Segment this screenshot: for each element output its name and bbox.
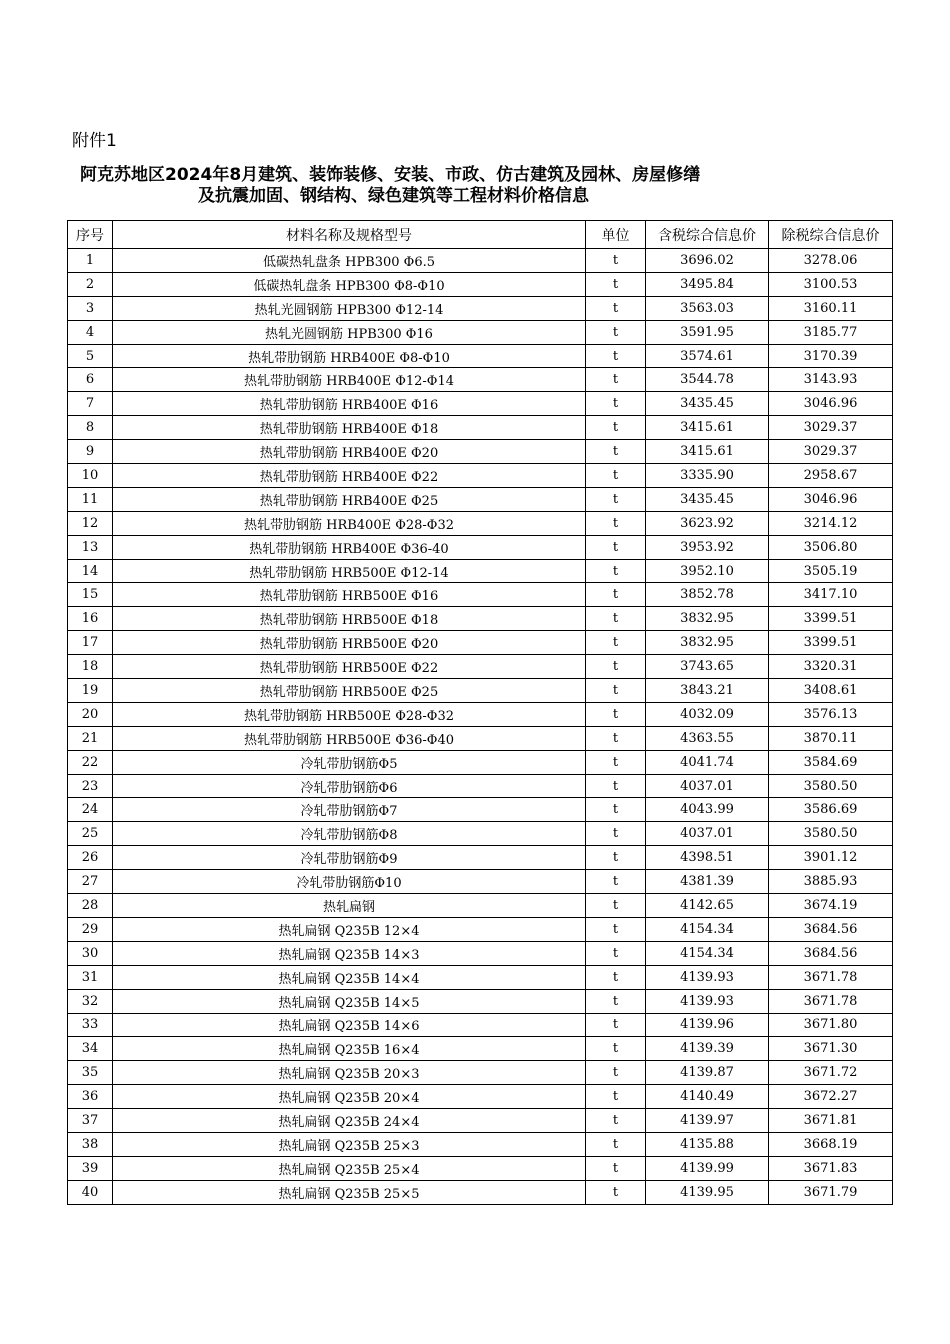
cell-price-with-tax: 4041.74 [646,750,769,774]
cell-unit: t [586,1037,646,1061]
cell-price-without-tax: 3901.12 [769,846,893,870]
cell-unit: t [586,416,646,440]
cell-material-name: 热轧带肋钢筋 HRB500E Φ22 [113,655,586,679]
cell-price-without-tax: 3100.53 [769,272,893,296]
cell-material-name: 热轧光圆钢筋 HPB300 Φ12-14 [113,296,586,320]
cell-material-name: 低碳热轧盘条 HPB300 Φ8-Φ10 [113,272,586,296]
cell-unit: t [586,702,646,726]
cell-index: 34 [68,1037,113,1061]
cell-price-with-tax: 4363.55 [646,726,769,750]
table-row [68,1037,893,1061]
cell-price-with-tax: 3435.45 [646,487,769,511]
cell-index: 21 [68,726,113,750]
table-row [68,750,893,774]
header-index: 序号 [68,221,113,249]
cell-price-without-tax: 3671.83 [769,1156,893,1180]
cell-material-name: 热轧带肋钢筋 HRB400E Φ25 [113,487,586,511]
cell-price-without-tax: 3170.39 [769,344,893,368]
table-row [68,917,893,941]
cell-material-name: 热轧带肋钢筋 HRB400E Φ36-40 [113,535,586,559]
cell-unit: t [586,894,646,918]
cell-unit: t [586,320,646,344]
cell-unit: t [586,392,646,416]
cell-unit: t [586,798,646,822]
table-row [68,1061,893,1085]
cell-index: 27 [68,870,113,894]
cell-unit: t [586,679,646,703]
cell-price-without-tax: 3684.56 [769,917,893,941]
cell-index: 5 [68,344,113,368]
cell-price-with-tax: 3832.95 [646,631,769,655]
cell-price-without-tax: 3671.78 [769,989,893,1013]
cell-material-name: 热轧扁钢 Q235B 14×6 [113,1013,586,1037]
table-row [68,1085,893,1109]
cell-material-name: 热轧带肋钢筋 HRB400E Φ12-Φ14 [113,368,586,392]
cell-price-without-tax: 3506.80 [769,535,893,559]
cell-index: 31 [68,965,113,989]
cell-price-without-tax: 3214.12 [769,511,893,535]
cell-material-name: 热轧带肋钢筋 HRB500E Φ36-Φ40 [113,726,586,750]
cell-unit: t [586,655,646,679]
cell-price-with-tax: 3591.95 [646,320,769,344]
cell-index: 30 [68,941,113,965]
attachment-label: 附件1 [72,131,117,151]
table-row [68,655,893,679]
table-row [68,416,893,440]
cell-index: 18 [68,655,113,679]
cell-material-name: 热轧光圆钢筋 HPB300 Φ16 [113,320,586,344]
table-row [68,559,893,583]
cell-price-with-tax: 4037.01 [646,822,769,846]
cell-price-without-tax: 3671.30 [769,1037,893,1061]
cell-material-name: 热轧带肋钢筋 HRB500E Φ25 [113,679,586,703]
table-row [68,1156,893,1180]
cell-material-name: 冷轧带肋钢筋Φ5 [113,750,586,774]
cell-price-with-tax: 4139.93 [646,989,769,1013]
table-row [68,702,893,726]
cell-index: 26 [68,846,113,870]
cell-index: 6 [68,368,113,392]
cell-price-without-tax: 3160.11 [769,296,893,320]
cell-price-with-tax: 3495.84 [646,272,769,296]
cell-material-name: 热轧带肋钢筋 HRB400E Φ22 [113,464,586,488]
cell-index: 17 [68,631,113,655]
cell-unit: t [586,249,646,273]
table-row [68,607,893,631]
cell-unit: t [586,607,646,631]
cell-price-without-tax: 2958.67 [769,464,893,488]
cell-material-name: 热轧扁钢 Q235B 12×4 [113,917,586,941]
cell-price-with-tax: 4154.34 [646,917,769,941]
table-row [68,941,893,965]
cell-material-name: 热轧扁钢 Q235B 14×5 [113,989,586,1013]
cell-material-name: 热轧带肋钢筋 HRB400E Φ8-Φ10 [113,344,586,368]
cell-material-name: 热轧扁钢 Q235B 25×4 [113,1156,586,1180]
cell-price-with-tax: 4139.97 [646,1109,769,1133]
cell-unit: t [586,272,646,296]
table-body [68,249,893,1205]
cell-price-without-tax: 3399.51 [769,607,893,631]
cell-index: 22 [68,750,113,774]
cell-price-without-tax: 3505.19 [769,559,893,583]
cell-price-without-tax: 3029.37 [769,416,893,440]
table-row [68,679,893,703]
cell-index: 11 [68,487,113,511]
table-row [68,822,893,846]
cell-price-without-tax: 3046.96 [769,392,893,416]
document-title [60,165,820,207]
cell-unit: t [586,440,646,464]
table-row [68,870,893,894]
cell-price-with-tax: 4142.65 [646,894,769,918]
cell-price-with-tax: 3335.90 [646,464,769,488]
cell-price-with-tax: 4135.88 [646,1132,769,1156]
cell-material-name: 热轧扁钢 [113,894,586,918]
cell-index: 24 [68,798,113,822]
cell-index: 25 [68,822,113,846]
cell-material-name: 热轧扁钢 Q235B 14×4 [113,965,586,989]
cell-material-name: 冷轧带肋钢筋Φ6 [113,774,586,798]
cell-unit: t [586,1109,646,1133]
cell-material-name: 热轧带肋钢筋 HRB400E Φ20 [113,440,586,464]
cell-price-without-tax: 3671.72 [769,1061,893,1085]
cell-index: 10 [68,464,113,488]
cell-unit: t [586,870,646,894]
table-row [68,392,893,416]
header-price-with-tax: 含税综合信息价 [646,221,769,249]
cell-unit: t [586,822,646,846]
cell-unit: t [586,846,646,870]
table-row [68,272,893,296]
cell-price-with-tax: 4043.99 [646,798,769,822]
cell-price-without-tax: 3885.93 [769,870,893,894]
cell-material-name: 热轧带肋钢筋 HRB400E Φ16 [113,392,586,416]
table-header-row [68,221,893,249]
cell-price-with-tax: 3843.21 [646,679,769,703]
cell-material-name: 热轧带肋钢筋 HRB500E Φ12-14 [113,559,586,583]
cell-unit: t [586,1180,646,1204]
cell-price-with-tax: 3952.10 [646,559,769,583]
table-row [68,894,893,918]
cell-unit: t [586,1156,646,1180]
table-row [68,1109,893,1133]
cell-index: 9 [68,440,113,464]
cell-material-name: 热轧带肋钢筋 HRB500E Φ16 [113,583,586,607]
cell-unit: t [586,1132,646,1156]
cell-price-without-tax: 3408.61 [769,679,893,703]
cell-price-with-tax: 3743.65 [646,655,769,679]
cell-index: 28 [68,894,113,918]
cell-index: 29 [68,917,113,941]
cell-unit: t [586,296,646,320]
cell-price-with-tax: 3435.45 [646,392,769,416]
cell-price-without-tax: 3576.13 [769,702,893,726]
cell-material-name: 冷轧带肋钢筋Φ8 [113,822,586,846]
cell-unit: t [586,941,646,965]
table-row [68,1013,893,1037]
cell-index: 15 [68,583,113,607]
table-row [68,798,893,822]
table-row [68,1180,893,1204]
cell-unit: t [586,774,646,798]
cell-price-with-tax: 4154.34 [646,941,769,965]
cell-price-without-tax: 3674.19 [769,894,893,918]
cell-price-without-tax: 3029.37 [769,440,893,464]
cell-unit: t [586,368,646,392]
cell-price-without-tax: 3671.79 [769,1180,893,1204]
cell-price-without-tax: 3584.69 [769,750,893,774]
cell-price-with-tax: 4381.39 [646,870,769,894]
cell-index: 36 [68,1085,113,1109]
table-row [68,296,893,320]
cell-unit: t [586,511,646,535]
price-table [67,220,893,1205]
cell-material-name: 冷轧带肋钢筋Φ7 [113,798,586,822]
cell-index: 38 [68,1132,113,1156]
cell-material-name: 热轧带肋钢筋 HRB400E Φ18 [113,416,586,440]
cell-index: 12 [68,511,113,535]
cell-index: 14 [68,559,113,583]
cell-price-without-tax: 3684.56 [769,941,893,965]
table-row [68,511,893,535]
table-row [68,320,893,344]
cell-material-name: 热轧带肋钢筋 HRB400E Φ28-Φ32 [113,511,586,535]
table-row [68,440,893,464]
cell-price-with-tax: 3415.61 [646,416,769,440]
cell-unit: t [586,631,646,655]
table-row [68,535,893,559]
header-unit: 单位 [586,221,646,249]
cell-index: 23 [68,774,113,798]
cell-price-without-tax: 3417.10 [769,583,893,607]
cell-price-with-tax: 4139.95 [646,1180,769,1204]
cell-price-with-tax: 4139.93 [646,965,769,989]
cell-price-with-tax: 3574.61 [646,344,769,368]
cell-price-without-tax: 3278.06 [769,249,893,273]
table-row [68,583,893,607]
header-material-name: 材料名称及规格型号 [113,221,586,249]
cell-price-with-tax: 3852.78 [646,583,769,607]
cell-price-without-tax: 3399.51 [769,631,893,655]
cell-material-name: 热轧扁钢 Q235B 25×5 [113,1180,586,1204]
cell-unit: t [586,464,646,488]
cell-price-with-tax: 4398.51 [646,846,769,870]
cell-price-with-tax: 4139.87 [646,1061,769,1085]
cell-unit: t [586,344,646,368]
table-row [68,249,893,273]
table-row [68,989,893,1013]
cell-price-without-tax: 3668.19 [769,1132,893,1156]
cell-index: 19 [68,679,113,703]
cell-price-without-tax: 3580.50 [769,822,893,846]
cell-index: 32 [68,989,113,1013]
cell-index: 37 [68,1109,113,1133]
cell-price-with-tax: 3563.03 [646,296,769,320]
table-row [68,846,893,870]
cell-price-with-tax: 3544.78 [646,368,769,392]
cell-index: 4 [68,320,113,344]
cell-index: 35 [68,1061,113,1085]
cell-price-without-tax: 3671.81 [769,1109,893,1133]
cell-unit: t [586,917,646,941]
cell-unit: t [586,583,646,607]
cell-unit: t [586,559,646,583]
cell-price-with-tax: 4032.09 [646,702,769,726]
cell-price-without-tax: 3046.96 [769,487,893,511]
cell-unit: t [586,1085,646,1109]
cell-material-name: 热轧扁钢 Q235B 14×3 [113,941,586,965]
cell-price-with-tax: 3832.95 [646,607,769,631]
cell-unit: t [586,750,646,774]
cell-unit: t [586,726,646,750]
cell-unit: t [586,535,646,559]
cell-material-name: 热轧带肋钢筋 HRB500E Φ20 [113,631,586,655]
table-row [68,368,893,392]
cell-price-without-tax: 3143.93 [769,368,893,392]
cell-price-without-tax: 3320.31 [769,655,893,679]
cell-unit: t [586,989,646,1013]
cell-index: 16 [68,607,113,631]
cell-material-name: 热轧扁钢 Q235B 25×3 [113,1132,586,1156]
cell-price-with-tax: 4037.01 [646,774,769,798]
cell-material-name: 热轧扁钢 Q235B 20×3 [113,1061,586,1085]
cell-material-name: 热轧扁钢 Q235B 16×4 [113,1037,586,1061]
table-row [68,965,893,989]
cell-price-without-tax: 3672.27 [769,1085,893,1109]
cell-material-name: 热轧扁钢 Q235B 24×4 [113,1109,586,1133]
table-row [68,726,893,750]
cell-price-without-tax: 3870.11 [769,726,893,750]
table-row [68,464,893,488]
cell-material-name: 低碳热轧盘条 HPB300 Φ6.5 [113,249,586,273]
header-price-without-tax: 除税综合信息价 [769,221,893,249]
cell-index: 39 [68,1156,113,1180]
cell-index: 2 [68,272,113,296]
cell-index: 20 [68,702,113,726]
cell-material-name: 热轧带肋钢筋 HRB500E Φ18 [113,607,586,631]
cell-price-without-tax: 3671.80 [769,1013,893,1037]
cell-index: 40 [68,1180,113,1204]
cell-material-name: 冷轧带肋钢筋Φ10 [113,870,586,894]
cell-price-without-tax: 3580.50 [769,774,893,798]
cell-material-name: 热轧扁钢 Q235B 20×4 [113,1085,586,1109]
cell-price-without-tax: 3185.77 [769,320,893,344]
cell-price-with-tax: 3415.61 [646,440,769,464]
cell-price-without-tax: 3671.78 [769,965,893,989]
cell-unit: t [586,965,646,989]
cell-price-with-tax: 4139.99 [646,1156,769,1180]
cell-index: 8 [68,416,113,440]
cell-index: 3 [68,296,113,320]
table-row [68,344,893,368]
cell-unit: t [586,1061,646,1085]
cell-price-with-tax: 4139.39 [646,1037,769,1061]
document-title-line-2: 及抗震加固、钢结构、绿色建筑等工程材料价格信息 [198,186,589,206]
table-row [68,631,893,655]
cell-price-with-tax: 4140.49 [646,1085,769,1109]
cell-price-with-tax: 3623.92 [646,511,769,535]
table-row [68,774,893,798]
table-row [68,1132,893,1156]
cell-index: 7 [68,392,113,416]
cell-index: 1 [68,249,113,273]
cell-price-with-tax: 3953.92 [646,535,769,559]
cell-material-name: 冷轧带肋钢筋Φ9 [113,846,586,870]
cell-price-without-tax: 3586.69 [769,798,893,822]
cell-price-with-tax: 4139.96 [646,1013,769,1037]
cell-unit: t [586,1013,646,1037]
cell-material-name: 热轧带肋钢筋 HRB500E Φ28-Φ32 [113,702,586,726]
cell-index: 13 [68,535,113,559]
table-row [68,487,893,511]
cell-index: 33 [68,1013,113,1037]
document-title-line-1: 阿克苏地区2024年8月建筑、装饰装修、安装、市政、仿古建筑及园林、房屋修缮 [80,165,701,185]
cell-price-with-tax: 3696.02 [646,249,769,273]
cell-unit: t [586,487,646,511]
